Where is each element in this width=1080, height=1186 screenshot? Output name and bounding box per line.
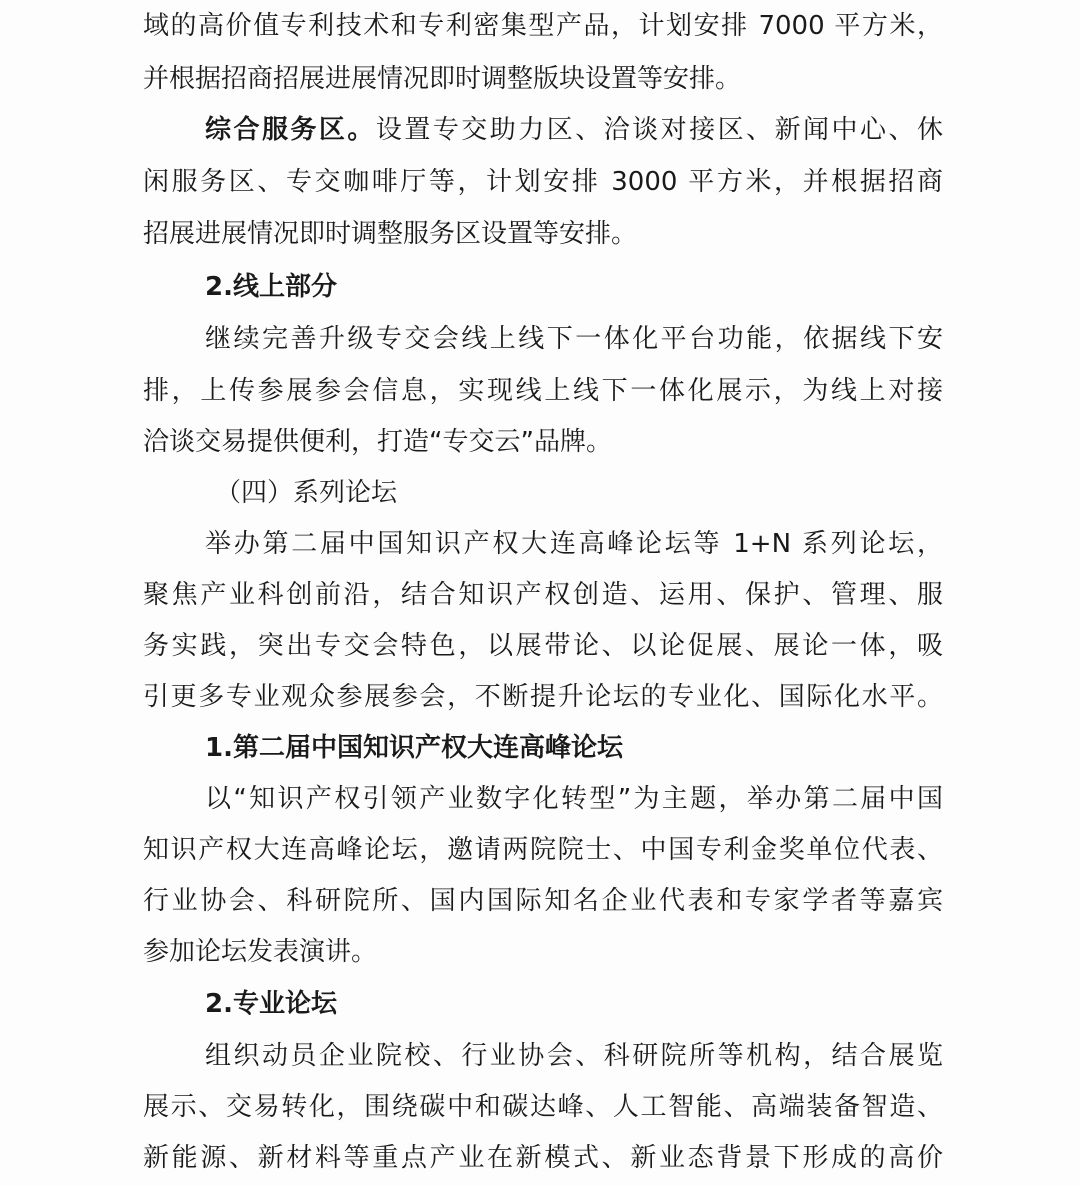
paragraph-line: 务实践，突出专交会特色，以展带论、以论促展、展论一体，吸 — [143, 631, 943, 661]
paragraph-line: 聚焦产业科创前沿，结合知识产权创造、运用、保护、管理、服 — [143, 580, 943, 610]
paragraph-line: 洽谈交易提供便利，打造“专交云”品牌。 — [143, 427, 612, 457]
paragraph-line: 新能源、新材料等重点产业在新模式、新业态背景下形成的高价 — [143, 1143, 943, 1173]
section-lead-bold: 综合服务区。 — [205, 115, 376, 145]
paragraph-line — [205, 108, 943, 152]
paragraph-text: 设置专交助力区、洽谈对接区、新闻中心、休 — [375, 115, 943, 145]
paragraph-line: 举办第二届中国知识产权大连高峰论坛等 1+N 系列论坛， — [205, 529, 943, 559]
paragraph-line: 闲服务区、专交咖啡厅等，计划安排 3000 平方米，并根据招商 — [143, 167, 943, 197]
section-heading: 2.专业论坛 — [205, 989, 337, 1019]
section-heading: （四）系列论坛 — [215, 478, 398, 508]
paragraph-line: 组织动员企业院校、行业协会、科研院所等机构，结合展览 — [205, 1041, 943, 1071]
paragraph-line: 以“知识产权引领产业数字化转型”为主题，举办第二届中国 — [205, 784, 943, 814]
section-heading: 2.线上部分 — [205, 272, 337, 302]
paragraph-line: 参加论坛发表演讲。 — [143, 937, 378, 967]
paragraph-line: 继续完善升级专交会线上线下一体化平台功能，依据线下安 — [205, 324, 943, 354]
paragraph-line: 引更多专业观众参展参会，不断提升论坛的专业化、国际化水平。 — [143, 682, 943, 712]
paragraph-line: 展示、交易转化，围绕碳中和碳达峰、人工智能、高端装备智造、 — [143, 1092, 943, 1122]
paragraph-line: 域的高价值专利技术和专利密集型产品，计划安排 7000 平方米， — [143, 11, 943, 41]
section-heading: 1.第二届中国知识产权大连高峰论坛 — [205, 733, 623, 763]
paragraph-line: 行业协会、科研院所、国内国际知名企业代表和专家学者等嘉宾 — [143, 886, 943, 916]
paragraph-line: 知识产权大连高峰论坛，邀请两院院士、中国专利金奖单位代表、 — [143, 835, 943, 865]
paragraph-line: 并根据招商招展进展情况即时调整版块设置等安排。 — [143, 64, 742, 94]
paragraph-line: 排，上传参展参会信息，实现线上线下一体化展示，为线上对接 — [143, 376, 943, 406]
paragraph-line: 招展进展情况即时调整服务区设置等安排。 — [143, 219, 638, 249]
